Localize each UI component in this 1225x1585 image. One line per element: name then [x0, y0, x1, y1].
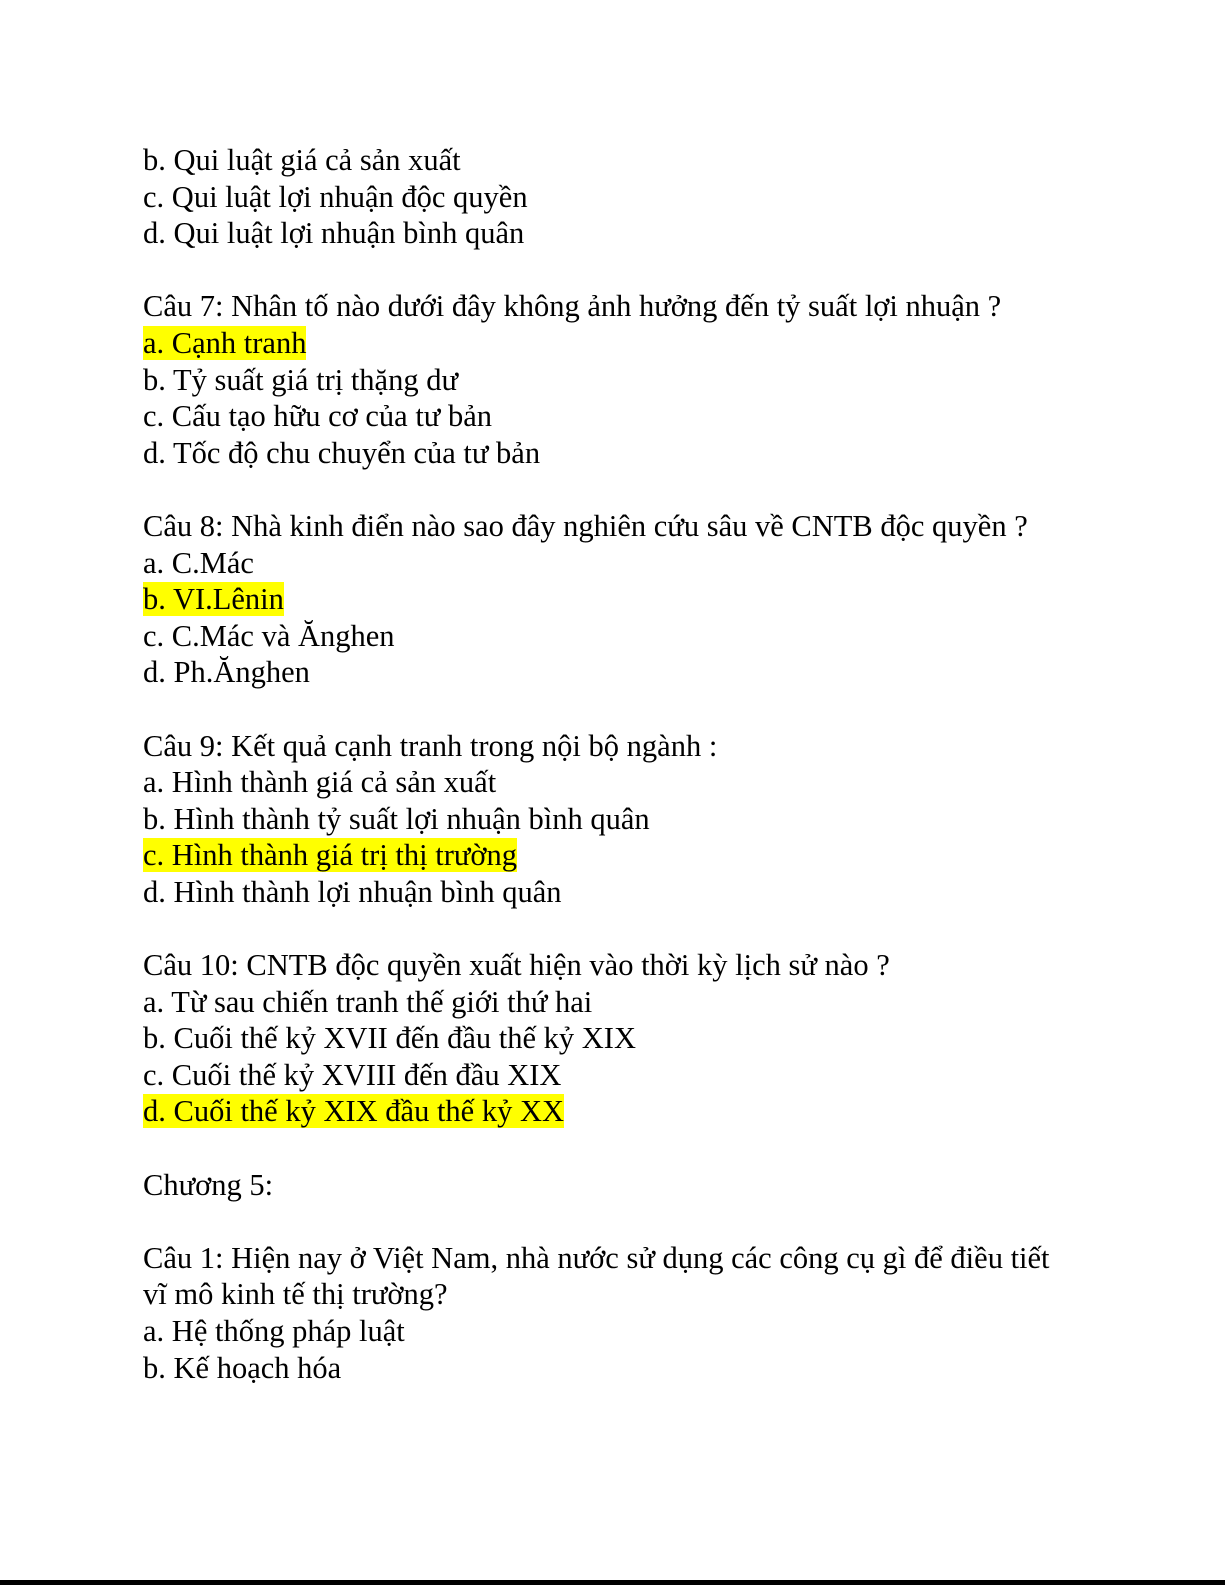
answer-option-correct — [143, 837, 1103, 874]
option-text: c. C.Mác và Ănghen — [143, 618, 395, 653]
answer-option — [143, 1057, 1103, 1094]
option-text: b. Kế hoạch hóa — [143, 1350, 342, 1385]
question-text: Câu 1: Hiện nay ở Việt Nam, nhà nước sử dụng các công cụ gì để điều tiết vĩ mô kinh tế thị trường? — [143, 1240, 1050, 1312]
answer-option — [143, 545, 1103, 582]
answer-option — [143, 179, 1103, 216]
spacer — [143, 691, 1103, 728]
option-text: b. Cuối thế kỷ XVII đến đầu thế kỷ XIX — [143, 1021, 636, 1056]
question-text: Câu 10: CNTB độc quyền xuất hiện vào thời kỳ lịch sử nào ? — [143, 948, 890, 983]
answer-option — [143, 362, 1103, 399]
answer-option — [143, 142, 1103, 179]
answer-option — [143, 398, 1103, 435]
highlighted-answer: d. Cuối thế kỷ XIX đầu thế kỷ XX — [143, 1094, 565, 1129]
option-text: d. Ph.Ănghen — [143, 655, 310, 690]
spacer — [143, 252, 1103, 289]
answer-option — [143, 1313, 1103, 1350]
answer-option — [143, 1350, 1103, 1387]
option-text: a. Hệ thống pháp luật — [143, 1314, 405, 1348]
answer-option — [143, 764, 1103, 801]
highlighted-answer: c. Hình thành giá trị thị trường — [143, 838, 518, 873]
option-text: d. Hình thành lợi nhuận bình quân — [143, 874, 562, 909]
highlighted-answer: a. Cạnh tranh — [143, 325, 307, 360]
option-text: b. Hình thành tỷ suất lợi nhuận bình quân — [143, 801, 650, 836]
option-text: b. Qui luật giá cả sản xuất — [143, 143, 461, 177]
answer-option-correct — [143, 1093, 1103, 1130]
option-text: b. Tỷ suất giá trị thặng dư — [143, 362, 458, 397]
chapter5-question-1 — [143, 1240, 1053, 1313]
highlighted-answer: b. VI.Lênin — [143, 582, 284, 617]
page-bottom-border — [0, 1580, 1225, 1585]
answer-option — [143, 618, 1103, 655]
answer-option — [143, 215, 1103, 252]
answer-option — [143, 435, 1103, 472]
question-text: Câu 9: Kết quả cạnh tranh trong nội bộ ngành : — [143, 728, 718, 763]
document-page — [143, 142, 1103, 1386]
question-text: Câu 7: Nhân tố nào dưới đây không ảnh hưởng đến tỷ suất lợi nhuận ? — [143, 289, 1002, 324]
question-text: Câu 8: Nhà kinh điển nào sao đây nghiên cứu sâu về CNTB độc quyền ? — [143, 508, 1028, 543]
answer-option — [143, 654, 1103, 691]
question-8 — [143, 508, 1103, 545]
answer-option — [143, 801, 1103, 838]
option-text: c. Cấu tạo hữu cơ của tư bản — [143, 399, 492, 434]
option-text: d. Qui luật lợi nhuận bình quân — [143, 216, 525, 251]
option-text: d. Tốc độ chu chuyển của tư bản — [143, 435, 541, 470]
option-text: c. Cuối thế kỷ XVIII đến đầu XIX — [143, 1057, 562, 1092]
option-text: c. Qui luật lợi nhuận độc quyền — [143, 179, 528, 214]
answer-option — [143, 874, 1103, 911]
option-text: a. Hình thành giá cả sản xuất — [143, 765, 497, 800]
answer-option-correct — [143, 325, 1103, 362]
chapter-text: Chương 5: — [143, 1167, 274, 1202]
question-9 — [143, 728, 1103, 765]
question-7 — [143, 288, 1103, 325]
chapter-heading — [143, 1167, 1103, 1204]
spacer — [143, 910, 1103, 947]
option-text: a. C.Mác — [143, 545, 254, 580]
question-10 — [143, 947, 1103, 984]
answer-option — [143, 984, 1103, 1021]
spacer — [143, 1203, 1103, 1240]
answer-option-correct — [143, 581, 1103, 618]
option-text: a. Từ sau chiến tranh thế giới thứ hai — [143, 984, 593, 1019]
answer-option — [143, 1020, 1103, 1057]
spacer — [143, 1130, 1103, 1167]
spacer — [143, 471, 1103, 508]
